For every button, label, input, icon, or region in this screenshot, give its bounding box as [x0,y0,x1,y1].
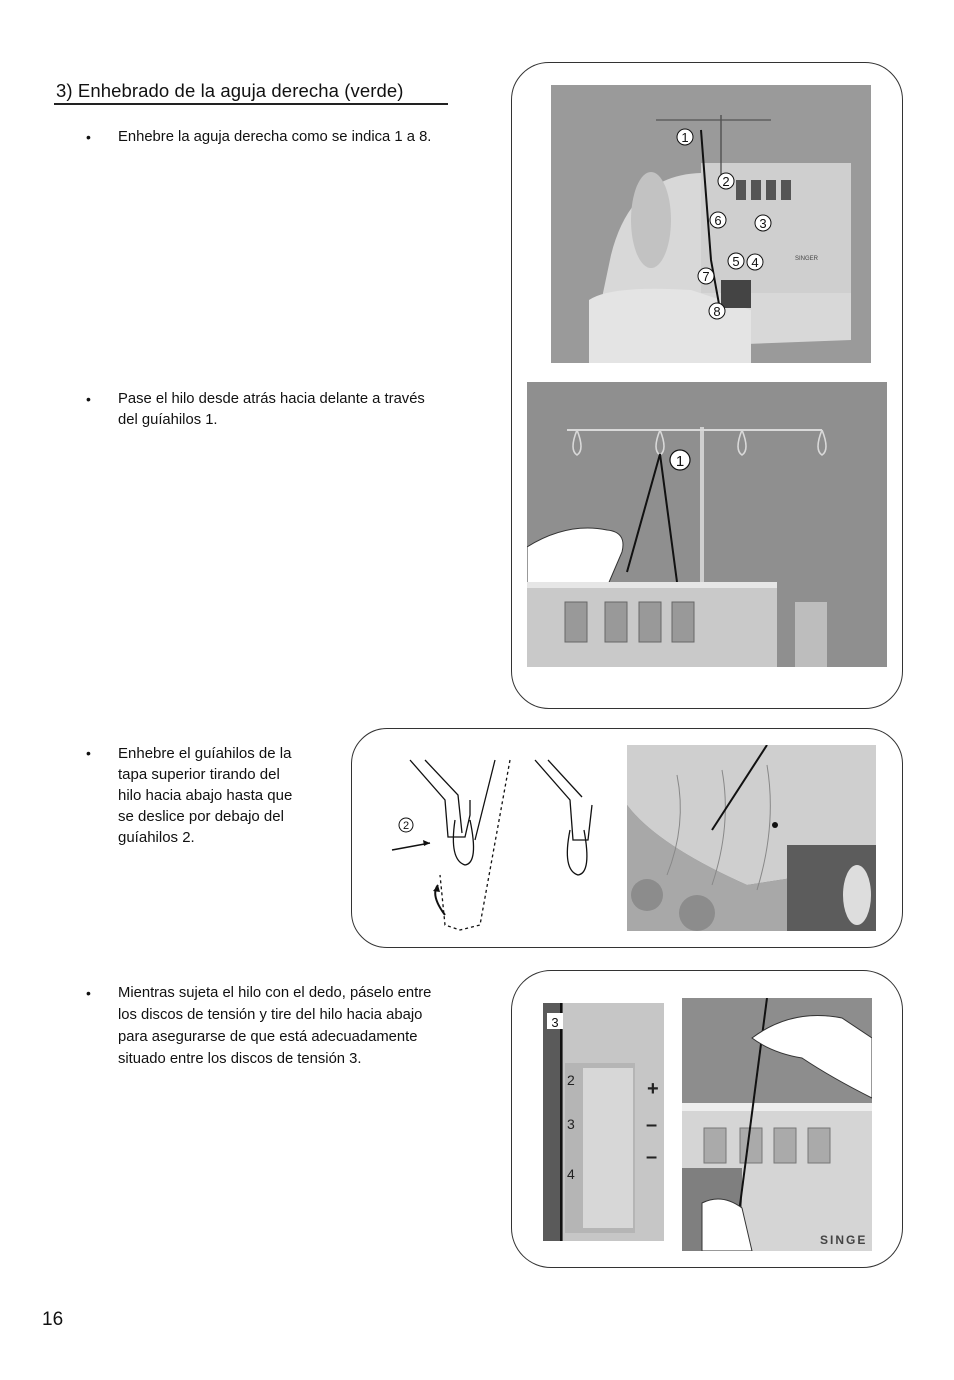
bullet-icon: • [86,745,91,761]
marker-6: 6 [714,213,722,228]
minus-sign-1: – [646,1114,658,1136]
step-4-line-4: situado entre los discos de tensión 3. [118,1051,362,1067]
dial-number-3: 3 [567,1116,575,1132]
step-4-line-1: Mientras sujeta el hilo con el dedo, páselo entre [118,985,432,1001]
marker-2: 2 [722,174,730,189]
marker-3: 3 [551,1015,559,1030]
step-1-text: Enhebre la aguja derecha como se indica 1 a 8. [118,129,432,145]
top-cover-guide-photo [627,745,876,931]
bullet-icon: • [86,985,91,1001]
step-3-line-2: tapa superior tirando del [118,766,280,783]
marker-5: 5 [732,254,740,269]
marker-1: 1 [681,130,689,145]
minus-sign-2: – [646,1146,658,1168]
step-4-line-2: los discos de tensión y tire del hilo hacia abajo [118,1007,423,1023]
bullet-icon: • [86,129,91,145]
step-2 [86,389,486,433]
brand-label: SINGER [795,256,819,262]
dial-number-4: 4 [567,1166,575,1182]
dial-number-2: 2 [567,1072,575,1088]
step-4-line-3: para asegurarse de que está adecuadamente [118,1029,418,1045]
step-3-line-3: hilo hacia abajo hasta que [118,787,293,804]
brand-label: SINGE [820,1233,868,1247]
marker-1: 1 [675,453,685,470]
heading-underline [54,103,448,105]
step-3-line-4: se deslice por debajo del [118,808,284,825]
step-2-line-1: Pase el hilo desde atrás hacia delante a través [118,391,425,407]
section-heading: 3) Enhebrado de la aguja derecha (verde) [56,80,404,101]
guide-2-diagram [370,745,610,935]
machine-overview-photo [551,85,871,363]
step-1 [86,127,486,149]
marker-8: 8 [713,304,721,319]
step-3 [86,743,346,853]
step-3-line-1: Enhebre el guíahilos de la [118,745,292,762]
marker-7: 7 [702,269,710,284]
bullet-icon: • [86,391,91,407]
step-4 [86,983,486,1073]
marker-3: 3 [759,216,767,231]
step-3-line-5: guíahilos 2. [118,829,195,846]
step-2-line-2: del guíahilos 1. [118,412,218,428]
tension-dial-photo [543,1003,664,1241]
tension-threading-photo [682,998,872,1251]
page-number: 16 [42,1309,64,1330]
marker-4: 4 [751,255,759,270]
marker-2: 2 [402,820,410,832]
plus-sign: + [647,1078,659,1100]
thread-guide-photo [527,382,887,667]
